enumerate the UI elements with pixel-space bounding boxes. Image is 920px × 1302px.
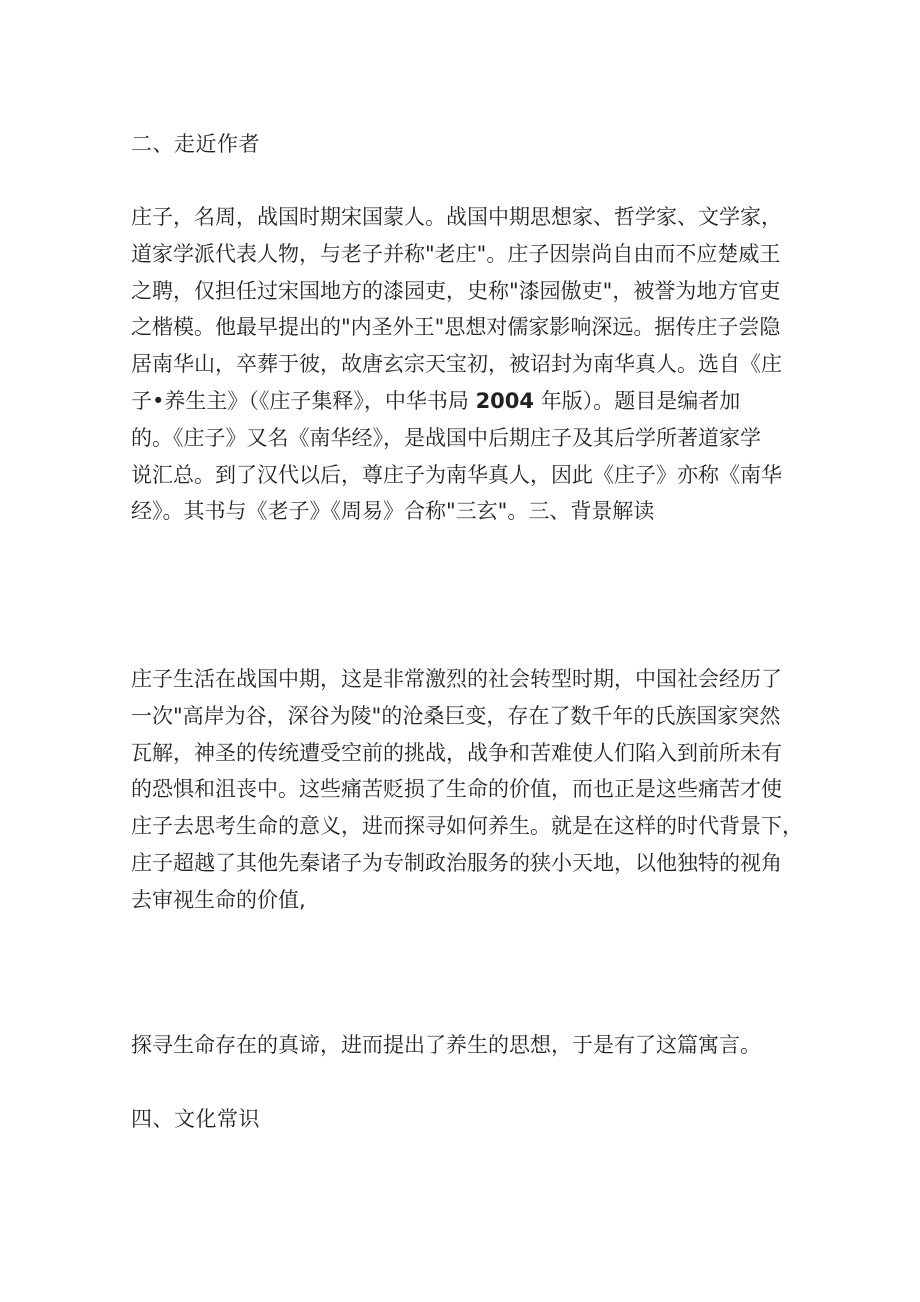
paragraph-line: 瓦解，神圣的传统遭受空前的挑战，战争和苦难使人们陷入到前所未有 — [131, 740, 782, 765]
author-paragraph — [131, 199, 811, 530]
line-text-after-year: 年版）。题目是编者加 — [534, 388, 741, 413]
paragraph-line: 探寻生命存在的真谛，进而提出了养生的思想，于是有了这篇寓言。 — [131, 1033, 761, 1057]
paragraph-line: 一次"高岸为谷，深谷为陵"的沧桑巨变，存在了数千年的氏族国家突然 — [131, 703, 781, 728]
paragraph-line: 的恐惧和沮丧中。这些痛苦贬损了生命的价值，而也正是这些痛苦才使 — [131, 777, 782, 802]
paragraph-line: 道家学派代表人物，与老子并称"老庄"。庄子因崇尚自由而不应楚威王 — [131, 241, 781, 266]
line-text-before-year: 子•养生主》（《庄子集释》，中华书局 — [131, 388, 476, 413]
paragraph-line: 说汇总。到了汉代以后，尊庄子为南华真人，因此《庄子》亦称《南华 — [131, 462, 782, 487]
closing-paragraph — [131, 1027, 811, 1064]
paragraph-line: 的。《庄子》又名《南华经》，是战国中后期庄子及其后学所著道家学 — [131, 425, 761, 450]
background-paragraph — [131, 661, 811, 919]
paragraph-line: 之聘，仅担任过宋国地方的漆园吏，史称"漆园傲吏"，被誉为地方官吏 — [131, 278, 781, 303]
section-heading-culture: 四、文化常识 — [131, 1107, 260, 1131]
paragraph-line-with-year — [131, 383, 811, 420]
paragraph-line: 庄子去思考生命的意义，进而探寻如何养生。就是在这样的时代背景下， — [131, 814, 803, 839]
paragraph-line: 经》。其书与《老子》《周易》合称"三玄"。三、背景解读 — [131, 499, 655, 524]
section-heading-author: 二、走近作者 — [131, 132, 260, 156]
paragraph-line: 去审视生命的价值, — [131, 887, 306, 912]
paragraph-line: 之楷模。他最早提出的"内圣外王"思想对儒家影响深远。据传庄子尝隐 — [131, 315, 781, 340]
paragraph-line: 庄子超越了其他先秦诸子为专制政治服务的狭小天地，以他独特的视角 — [131, 850, 782, 875]
paragraph-line: 庄子生活在战国中期，这是非常激烈的社会转型时期，中国社会经历了 — [131, 667, 782, 691]
publication-year: 2004 — [475, 388, 535, 413]
paragraph-line: 居南华山，卒葬于彼，故唐玄宗天宝初，被诏封为南华真人。选自《庄 — [131, 352, 782, 377]
paragraph-line: 庄子，名周，战国时期宋国蒙人。战国中期思想家、哲学家、文学家， — [131, 205, 782, 229]
